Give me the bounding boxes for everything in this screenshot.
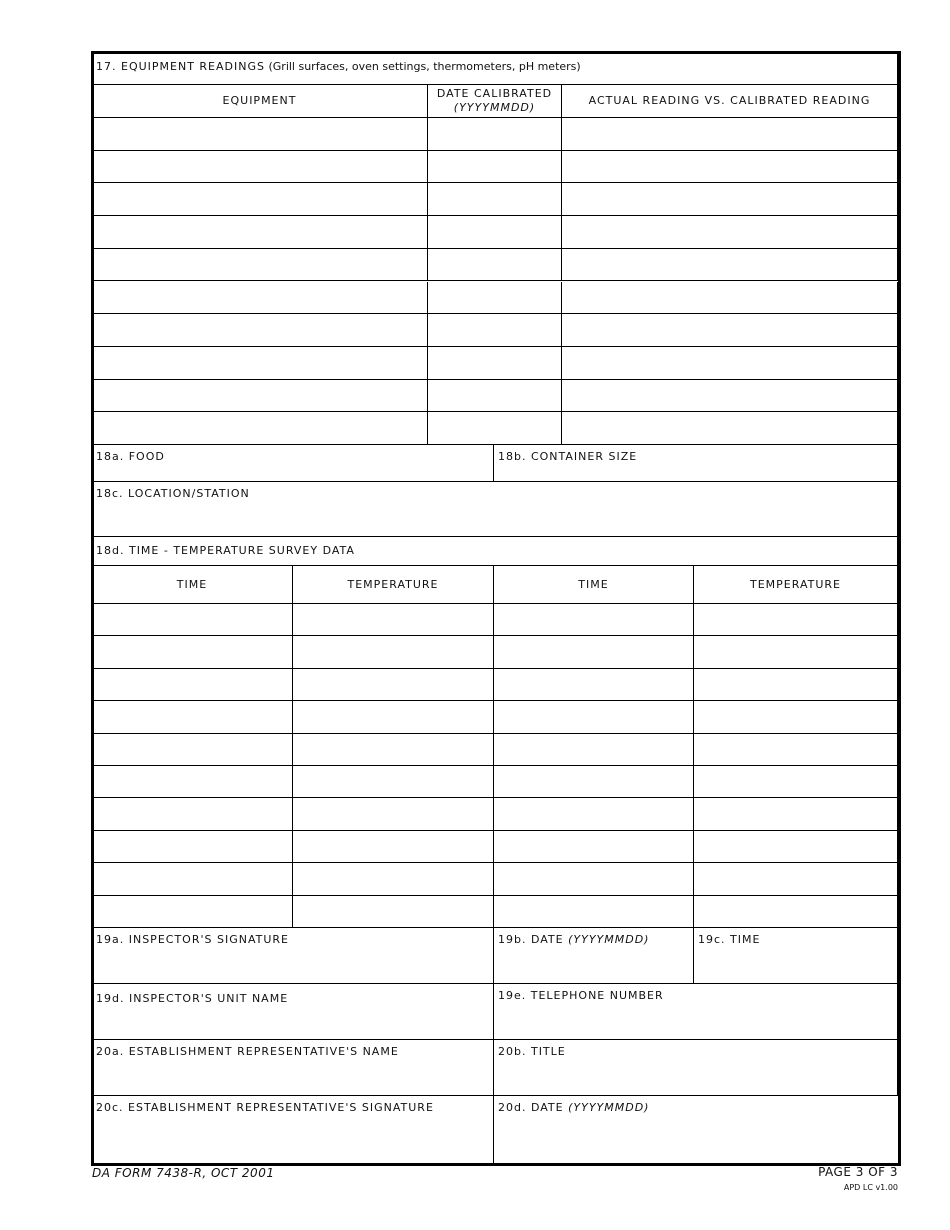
- time-cell: [92, 604, 293, 636]
- col-header-temp-2: [694, 566, 898, 604]
- temperature-input[interactable]: [295, 736, 495, 763]
- temperature-input[interactable]: [696, 671, 899, 698]
- temperature-input[interactable]: [696, 736, 899, 763]
- telephone-input[interactable]: [496, 1002, 899, 1037]
- reading-input[interactable]: [564, 284, 899, 312]
- temperature-cell: [293, 701, 494, 733]
- reading-input[interactable]: [564, 120, 899, 148]
- rep-date-field: [494, 1096, 898, 1163]
- reading-input[interactable]: [564, 414, 899, 442]
- temperature-input[interactable]: [295, 865, 495, 892]
- rep-date-format: (YYYYMMDD): [568, 1101, 650, 1114]
- equipment-cell: [92, 314, 428, 347]
- temperature-input[interactable]: [295, 833, 495, 860]
- location-input[interactable]: [94, 500, 899, 534]
- temperature-cell: [694, 636, 898, 668]
- time-input[interactable]: [496, 833, 695, 860]
- time-input[interactable]: [496, 638, 695, 665]
- time-input[interactable]: [496, 703, 695, 730]
- date-calibrated-input[interactable]: [430, 218, 563, 246]
- time-cell: [494, 766, 694, 798]
- temperature-input[interactable]: [696, 703, 899, 730]
- temperature-input[interactable]: [696, 833, 899, 860]
- time-input[interactable]: [496, 898, 695, 925]
- temperature-cell: [293, 766, 494, 798]
- rep-title-field: [494, 1040, 898, 1096]
- inspector-signature-label: 19a. INSPECTOR'S SIGNATURE: [96, 933, 289, 946]
- food-input[interactable]: [94, 463, 495, 479]
- col-time-label: TIME: [176, 577, 208, 591]
- temperature-cell: [694, 604, 898, 636]
- section-17-title-wrap: [96, 60, 581, 73]
- reading-cell: [562, 314, 898, 347]
- temperature-input[interactable]: [696, 638, 899, 665]
- container-size-field: [494, 445, 898, 482]
- page-number: PAGE 3 OF 3: [818, 1165, 898, 1179]
- time-cell: [92, 831, 293, 863]
- section-17-title: 17. EQUIPMENT READINGS: [96, 60, 265, 73]
- equipment-cell: [92, 412, 428, 445]
- equipment-cell: [92, 380, 428, 413]
- date-calibrated-input[interactable]: [430, 251, 563, 279]
- temperature-input[interactable]: [295, 898, 495, 925]
- col-temp-label: TEMPERATURE: [750, 577, 841, 591]
- temperature-input[interactable]: [295, 638, 495, 665]
- col-header-time-1: [92, 566, 293, 604]
- temperature-cell: [293, 896, 494, 928]
- survey-label: 18d. TIME - TEMPERATURE SURVEY DATA: [96, 544, 355, 557]
- unit-name-label: 19d. INSPECTOR'S UNIT NAME: [96, 992, 289, 1005]
- temperature-input[interactable]: [696, 898, 899, 925]
- reading-input[interactable]: [564, 251, 899, 279]
- temperature-cell: [293, 798, 494, 830]
- rep-signature-label: 20c. ESTABLISHMENT REPRESENTATIVE'S SIGNATURE: [96, 1101, 434, 1114]
- date-calibrated-input[interactable]: [430, 153, 563, 181]
- equipment-input[interactable]: [94, 153, 429, 181]
- form-id: DA FORM 7438-R, OCT 2001: [92, 1166, 275, 1180]
- rep-name-label: 20a. ESTABLISHMENT REPRESENTATIVE'S NAME: [96, 1045, 399, 1058]
- time-cell: [494, 636, 694, 668]
- date-calibrated-cell: [428, 412, 562, 445]
- temperature-cell: [293, 831, 494, 863]
- temperature-input[interactable]: [295, 800, 495, 827]
- time-cell: [92, 734, 293, 766]
- date-calibrated-input[interactable]: [430, 185, 563, 213]
- col-header-date-calibrated: [428, 85, 562, 118]
- time-cell: [494, 734, 694, 766]
- inspection-date-format: (YYYYMMDD): [568, 933, 650, 946]
- equipment-cell: [92, 282, 428, 315]
- rep-date-label-wrap: [498, 1101, 649, 1114]
- temperature-cell: [293, 863, 494, 895]
- col-header-temp-1: [293, 566, 494, 604]
- rep-signature-field: [92, 1096, 494, 1163]
- rep-date-input[interactable]: [496, 1114, 900, 1161]
- location-field: [92, 482, 898, 537]
- reading-cell: [562, 380, 898, 413]
- reading-input[interactable]: [564, 153, 899, 181]
- reading-input[interactable]: [564, 382, 899, 410]
- temperature-cell: [694, 896, 898, 928]
- form-body: [92, 52, 898, 1163]
- rep-date-label: 20d. DATE: [498, 1101, 569, 1114]
- date-calibrated-input[interactable]: [430, 316, 563, 344]
- temperature-cell: [293, 669, 494, 701]
- date-calibrated-cell: [428, 347, 562, 380]
- temperature-cell: [694, 863, 898, 895]
- inspector-signature-field: [92, 928, 494, 984]
- inspection-time-input[interactable]: [696, 946, 899, 981]
- container-size-label: 18b. CONTAINER SIZE: [498, 450, 638, 463]
- col-date-label: DATE CALIBRATED: [436, 87, 553, 100]
- col-time-label: TIME: [578, 577, 609, 591]
- time-input[interactable]: [94, 768, 294, 795]
- temperature-cell: [694, 766, 898, 798]
- col-header-time-2: [494, 566, 694, 604]
- time-input[interactable]: [496, 768, 695, 795]
- equipment-cell: [92, 151, 428, 184]
- date-calibrated-cell: [428, 216, 562, 249]
- temperature-cell: [694, 701, 898, 733]
- temperature-cell: [293, 636, 494, 668]
- time-cell: [494, 831, 694, 863]
- time-input[interactable]: [94, 736, 294, 763]
- time-input[interactable]: [496, 736, 695, 763]
- time-cell: [494, 669, 694, 701]
- temperature-input[interactable]: [696, 606, 899, 633]
- time-cell: [494, 798, 694, 830]
- inspection-date-label-wrap: [498, 933, 649, 946]
- rep-signature-input[interactable]: [94, 1114, 495, 1161]
- time-input[interactable]: [496, 606, 695, 633]
- inspection-time-label: 19c. TIME: [698, 933, 761, 946]
- time-input[interactable]: [94, 833, 294, 860]
- temperature-input[interactable]: [295, 768, 495, 795]
- reading-input[interactable]: [564, 349, 899, 377]
- inspection-date-field: [494, 928, 694, 984]
- equipment-cell: [92, 249, 428, 282]
- container-size-input[interactable]: [496, 463, 899, 479]
- rep-name-field: [92, 1040, 494, 1096]
- date-calibrated-input[interactable]: [430, 120, 563, 148]
- time-cell: [494, 863, 694, 895]
- reading-cell: [562, 347, 898, 380]
- date-calibrated-input[interactable]: [430, 349, 563, 377]
- survey-header: [92, 537, 898, 566]
- equipment-input[interactable]: [94, 218, 429, 246]
- form-version: APD LC v1.00: [843, 1183, 898, 1192]
- equipment-cell: [92, 118, 428, 151]
- time-input[interactable]: [94, 703, 294, 730]
- section-17-header: [92, 52, 898, 85]
- col-temp-label: TEMPERATURE: [347, 577, 439, 591]
- temperature-cell: [694, 798, 898, 830]
- time-input[interactable]: [94, 865, 294, 892]
- reading-input[interactable]: [564, 316, 899, 344]
- time-cell: [92, 636, 293, 668]
- rep-title-input[interactable]: [496, 1058, 899, 1093]
- reading-cell: [562, 216, 898, 249]
- inspection-date-input[interactable]: [496, 946, 695, 981]
- time-input[interactable]: [94, 800, 294, 827]
- date-calibrated-input[interactable]: [430, 284, 563, 312]
- reading-cell: [562, 118, 898, 151]
- food-label: 18a. FOOD: [96, 450, 165, 463]
- inspection-date-label: 19b. DATE: [498, 933, 569, 946]
- reading-cell: [562, 151, 898, 184]
- time-cell: [92, 896, 293, 928]
- equipment-input[interactable]: [94, 382, 429, 410]
- time-cell: [92, 669, 293, 701]
- col-equipment-label: EQUIPMENT: [222, 94, 297, 107]
- unit-name-input[interactable]: [94, 1006, 495, 1037]
- equipment-cell: [92, 183, 428, 216]
- time-cell: [494, 896, 694, 928]
- temperature-cell: [694, 669, 898, 701]
- date-calibrated-cell: [428, 183, 562, 216]
- equipment-input[interactable]: [94, 316, 429, 344]
- time-cell: [92, 863, 293, 895]
- time-cell: [92, 701, 293, 733]
- date-calibrated-input[interactable]: [430, 414, 563, 442]
- equipment-input[interactable]: [94, 185, 429, 213]
- time-cell: [92, 798, 293, 830]
- time-cell: [92, 766, 293, 798]
- date-calibrated-cell: [428, 118, 562, 151]
- equipment-cell: [92, 216, 428, 249]
- time-cell: [494, 701, 694, 733]
- time-input[interactable]: [496, 865, 695, 892]
- col-header-reading: [562, 85, 898, 118]
- reading-cell: [562, 412, 898, 445]
- temperature-input[interactable]: [295, 703, 495, 730]
- reading-cell: [562, 249, 898, 282]
- temperature-input[interactable]: [696, 800, 899, 827]
- time-input[interactable]: [94, 638, 294, 665]
- rep-name-input[interactable]: [94, 1058, 495, 1093]
- location-label: 18c. LOCATION/STATION: [96, 487, 250, 500]
- time-cell: [494, 604, 694, 636]
- date-calibrated-cell: [428, 380, 562, 413]
- inspector-signature-input[interactable]: [94, 946, 495, 981]
- time-input[interactable]: [94, 671, 294, 698]
- date-calibrated-cell: [428, 249, 562, 282]
- inspection-time-field: [694, 928, 898, 984]
- telephone-label: 19e. TELEPHONE NUMBER: [498, 989, 664, 1002]
- equipment-input[interactable]: [94, 349, 429, 377]
- equipment-input[interactable]: [94, 251, 429, 279]
- col-date-format: (YYYYMMDD): [453, 101, 536, 114]
- date-calibrated-input[interactable]: [430, 382, 563, 410]
- telephone-field: [494, 984, 898, 1040]
- date-calibrated-cell: [428, 314, 562, 347]
- food-field: [92, 445, 494, 482]
- equipment-cell: [92, 347, 428, 380]
- equipment-input[interactable]: [94, 414, 429, 442]
- time-input[interactable]: [94, 606, 294, 633]
- temperature-input[interactable]: [696, 865, 899, 892]
- unit-name-field: [92, 984, 494, 1040]
- equipment-input[interactable]: [94, 284, 429, 312]
- reading-input[interactable]: [564, 185, 899, 213]
- reading-cell: [562, 282, 898, 315]
- date-calibrated-cell: [428, 151, 562, 184]
- col-reading-label: ACTUAL READING VS. CALIBRATED READING: [588, 94, 871, 107]
- temperature-input[interactable]: [696, 768, 899, 795]
- temperature-cell: [694, 734, 898, 766]
- reading-cell: [562, 183, 898, 216]
- col-header-equipment: [92, 85, 428, 118]
- time-input[interactable]: [496, 671, 695, 698]
- temperature-cell: [293, 604, 494, 636]
- rep-title-label: 20b. TITLE: [498, 1045, 566, 1058]
- section-17-subtitle: (Grill surfaces, oven settings, thermometers, pH meters): [264, 60, 581, 73]
- temperature-cell: [293, 734, 494, 766]
- temperature-input[interactable]: [295, 606, 495, 633]
- equipment-input[interactable]: [94, 120, 429, 148]
- temperature-input[interactable]: [295, 671, 495, 698]
- time-input[interactable]: [94, 898, 294, 925]
- temperature-cell: [694, 831, 898, 863]
- date-calibrated-cell: [428, 282, 562, 315]
- reading-input[interactable]: [564, 218, 899, 246]
- time-input[interactable]: [496, 800, 695, 827]
